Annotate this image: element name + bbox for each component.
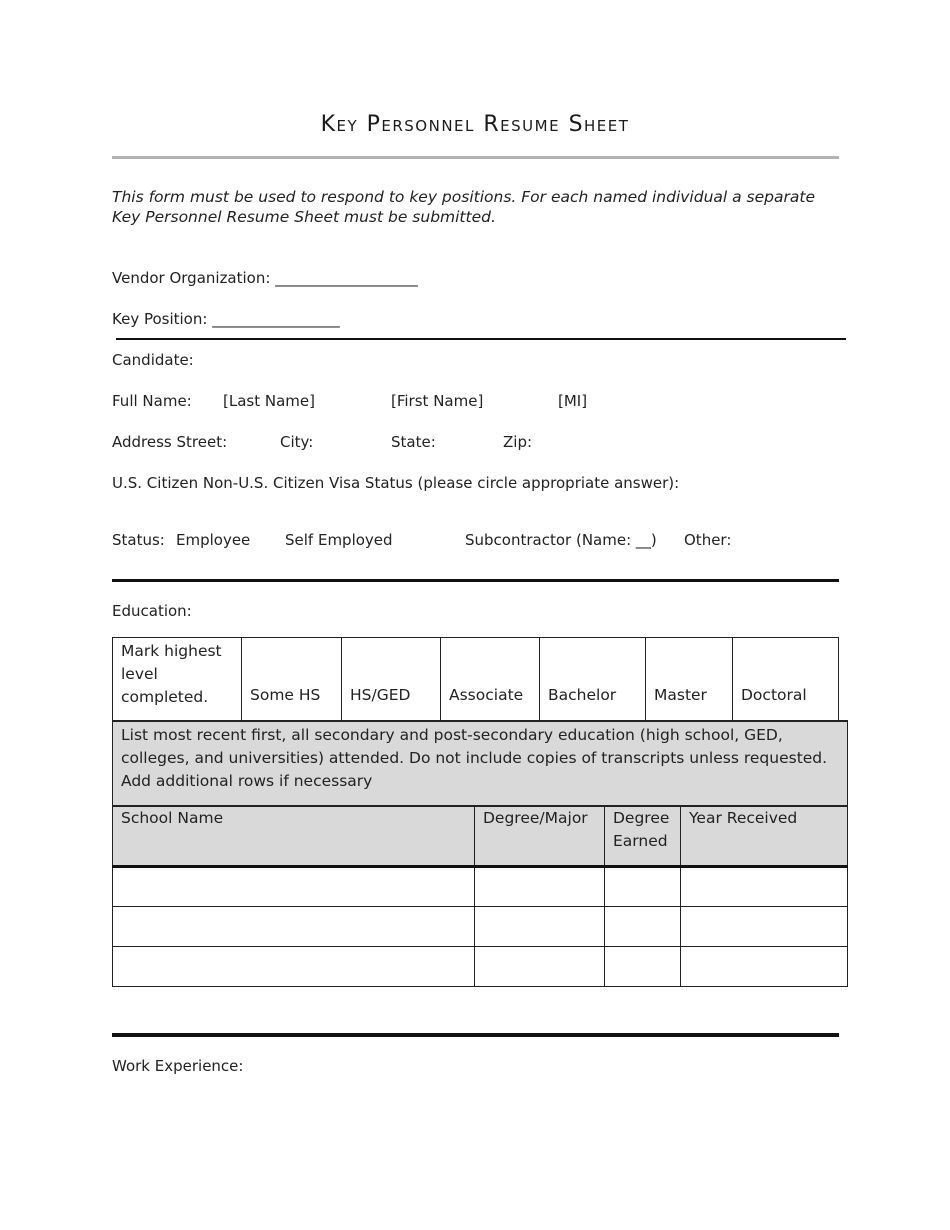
- degree-major-cell[interactable]: [475, 906, 605, 946]
- key-position-row: [112, 310, 340, 328]
- degree-earned-cell[interactable]: [605, 946, 681, 986]
- school-name-cell[interactable]: [113, 906, 475, 946]
- degree-major-cell[interactable]: [475, 866, 605, 906]
- citizenship-question: U.S. Citizen Non-U.S. Citizen Visa Status (please circle appropriate answer):: [112, 474, 680, 492]
- intro-text: This form must be used to respond to key positions. For each named individual a separate Key Personnel Resume Sheet must be submitted.: [112, 188, 815, 226]
- highest-level-table: [112, 637, 839, 722]
- column-header-degree-earned: Degree Earned: [605, 806, 681, 866]
- table-row: [113, 906, 848, 946]
- degree-major-cell[interactable]: [475, 946, 605, 986]
- level-option-doctoral[interactable]: Doctoral: [733, 638, 839, 722]
- education-label: Education:: [112, 602, 192, 620]
- column-header-year-received: Year Received: [681, 806, 848, 866]
- level-option-hs-ged[interactable]: HS/GED: [342, 638, 441, 722]
- school-name-cell[interactable]: [113, 946, 475, 986]
- degree-earned-cell[interactable]: [605, 906, 681, 946]
- level-option-bachelor[interactable]: Bachelor: [540, 638, 646, 722]
- education-divider: [112, 579, 839, 582]
- key-position-label: Key Position:: [112, 310, 208, 328]
- level-option-some-hs[interactable]: Some HS: [242, 638, 342, 722]
- key-position-field[interactable]: _________________: [212, 310, 340, 328]
- address-street-label: Address Street:: [112, 433, 228, 451]
- full-name-label: Full Name:: [112, 392, 192, 410]
- candidate-label: Candidate:: [112, 351, 194, 369]
- table-row: [113, 866, 848, 906]
- work-experience-divider: [112, 1033, 839, 1037]
- last-name-field[interactable]: [Last Name]: [223, 392, 315, 410]
- highest-level-prompt: Mark highest level completed.: [113, 638, 242, 722]
- vendor-organization-field[interactable]: ___________________: [275, 269, 418, 287]
- status-label: Status:: [112, 531, 165, 549]
- year-received-cell[interactable]: [681, 946, 848, 986]
- state-label: State:: [391, 433, 436, 451]
- page-title: Key Personnel Resume Sheet: [320, 112, 630, 137]
- status-option-self-employed[interactable]: Self Employed: [285, 531, 393, 549]
- level-option-associate[interactable]: Associate: [441, 638, 540, 722]
- first-name-field[interactable]: [First Name]: [391, 392, 484, 410]
- status-option-subcontractor[interactable]: Subcontractor (Name: __): [465, 531, 657, 549]
- level-option-master[interactable]: Master: [646, 638, 733, 722]
- column-header-school-name: School Name: [113, 806, 475, 866]
- column-header-degree-major: Degree/Major: [475, 806, 605, 866]
- middle-initial-field[interactable]: [MI]: [558, 392, 588, 410]
- table-row: [113, 946, 848, 986]
- status-option-other[interactable]: Other:: [684, 531, 732, 549]
- vendor-organization-label: Vendor Organization:: [112, 269, 271, 287]
- education-history-table: [112, 720, 848, 987]
- education-instructions: List most recent first, all secondary and post-secondary education (high school, GED, colleges, and universities) attended. Do not include copies of transcripts unless requested. Add additional rows if necessary: [113, 721, 848, 806]
- year-received-cell[interactable]: [681, 906, 848, 946]
- work-experience-label: Work Experience:: [112, 1057, 244, 1075]
- vendor-organization-row: [112, 269, 418, 287]
- school-name-cell[interactable]: [113, 866, 475, 906]
- city-label: City:: [280, 433, 314, 451]
- zip-label: Zip:: [503, 433, 533, 451]
- candidate-divider: [116, 338, 846, 340]
- title-divider: [112, 156, 839, 159]
- year-received-cell[interactable]: [681, 866, 848, 906]
- status-option-employee[interactable]: Employee: [176, 531, 251, 549]
- degree-earned-cell[interactable]: [605, 866, 681, 906]
